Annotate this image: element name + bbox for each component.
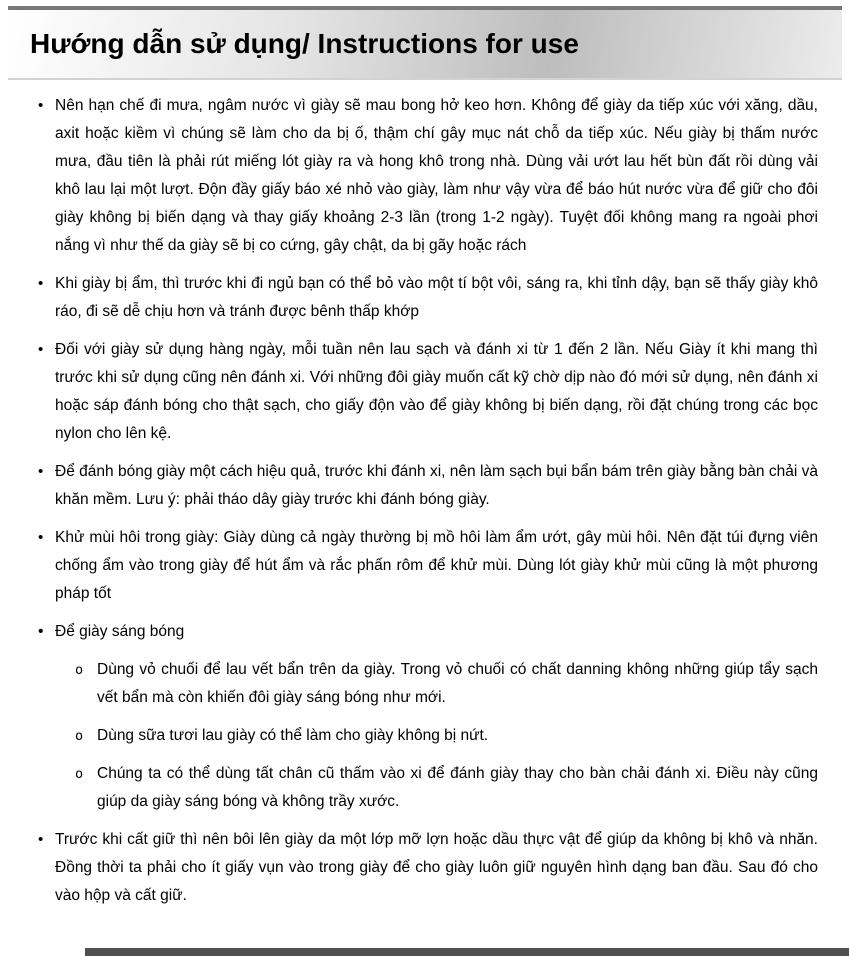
sub-list-item-text: Chúng ta có thể dùng tất chân cũ thấm vào xi để đánh giày thay cho bàn chải đánh xi. Điều này cũng giúp da giày sáng bóng và không trầy xước. — [97, 765, 818, 810]
sub-list-item — [75, 722, 818, 750]
document-page — [0, 6, 850, 956]
bullet-icon: • — [38, 341, 44, 358]
bullet-icon: • — [38, 463, 44, 480]
list-item — [38, 336, 818, 448]
bullet-icon: • — [38, 529, 44, 546]
sub-list-item — [75, 760, 818, 816]
list-item-text: Để giày sáng bóng — [55, 623, 185, 640]
circle-bullet-icon: o — [75, 766, 84, 782]
sub-list-item-text: Dùng vỏ chuối để lau vết bẩn trên da giày. Trong vỏ chuối có chất danning không những giúp tẩy sạch vết bẩn mà còn khiến đôi giày sáng bóng như mới. — [97, 661, 818, 706]
list-item — [38, 270, 818, 326]
bullet-icon: • — [38, 97, 44, 114]
list-item-text: Khử mùi hôi trong giày: Giày dùng cả ngày thường bị mồ hôi làm ẩm ướt, gây mùi hôi. Nên đặt túi đựng viên chống ẩm vào trong giày để hút ẩm và rắc phấn rôm để khử mùi. Dùng lót giày khử mùi cũng là một phương pháp tốt — [55, 529, 818, 602]
bullet-icon: • — [38, 831, 44, 848]
instructions-list — [0, 80, 850, 910]
sub-list-item-text: Dùng sữa tươi lau giày có thể làm cho giày không bị nứt. — [97, 727, 489, 744]
section-header — [8, 6, 842, 80]
circle-bullet-icon: o — [75, 662, 84, 678]
list-item — [38, 618, 818, 816]
bullet-icon: • — [38, 623, 44, 640]
list-item — [38, 826, 818, 910]
list-item-text: Để đánh bóng giày một cách hiệu quả, trước khi đánh xi, nên làm sạch bụi bẩn bám trên giày bằng bàn chải và khăn mềm. Lưu ý: phải tháo dây giày trước khi đánh bóng giày. — [55, 463, 818, 508]
circle-bullet-icon: o — [75, 728, 84, 744]
list-item-text: Nên hạn chế đi mưa, ngâm nước vì giày sẽ mau bong hở keo hơn. Không để giày da tiếp xúc với xăng, dầu, axit hoặc kiềm vì chúng sẽ làm cho da bị ố, thậm chí gây mục nát chỗ da tiếp xúc. Nếu giày bị thấm nước mưa, đầu tiên là phải rút miếng lót giày ra và hong khô trong nhà. Dùng vải ướt lau hết bùn đất rồi dùng vải khô lau lại một lượt. Độn đầy giấy báo xé nhỏ vào giày, làm như vậy vừa để báo hút nước vừa để giữ cho đôi giày không bị biến dạng và thay giấy khoảng 2-3 lần (trong 1-2 ngày). Tuyệt đối không mang ra ngoài phơi nắng vì như thế da giày sẽ bị co cứng, gây chật, da bị gãy hoặc rách — [55, 97, 818, 254]
bullet-icon: • — [38, 275, 44, 292]
sub-list — [38, 656, 818, 816]
page-title: Hướng dẫn sử dụng/ Instructions for use — [30, 28, 579, 59]
list-item — [38, 524, 818, 608]
list-item-text: Đối với giày sử dụng hàng ngày, mỗi tuần nên lau sạch và đánh xi từ 1 đến 2 lần. Nếu Giày ít khi mang thì trước khi sử dụng cũng nên đánh xi. Với những đôi giày muốn cất kỹ chờ dịp nào đó mới sử dụng, nên đánh xi hoặc sáp đánh bóng cho thật sạch, cho giấy độn vào để giày không bị biến dạng, rồi đặt chúng trong các bọc nylon cho lên kệ. — [55, 341, 818, 442]
list-item — [38, 458, 818, 514]
list-item-text: Khi giày bị ẩm, thì trước khi đi ngủ bạn có thể bỏ vào một tí bột vôi, sáng ra, khi tỉnh dậy, bạn sẽ thấy giày khô ráo, đi sẽ dễ chịu hơn và tránh được bênh thấp khớp — [55, 275, 818, 320]
sub-list-item — [75, 656, 818, 712]
list-item — [38, 92, 818, 260]
bottom-partial-bar — [85, 948, 849, 956]
list-item-text: Trước khi cất giữ thì nên bôi lên giày da một lớp mỡ lợn hoặc dầu thực vật để giúp da không bị khô và nhăn. Đồng thời ta phải cho ít giấy vụn vào trong giày để cho giày luôn giữ nguyên hình dạng ban đầu. Sau đó cho vào hộp và cất giữ. — [55, 831, 818, 904]
